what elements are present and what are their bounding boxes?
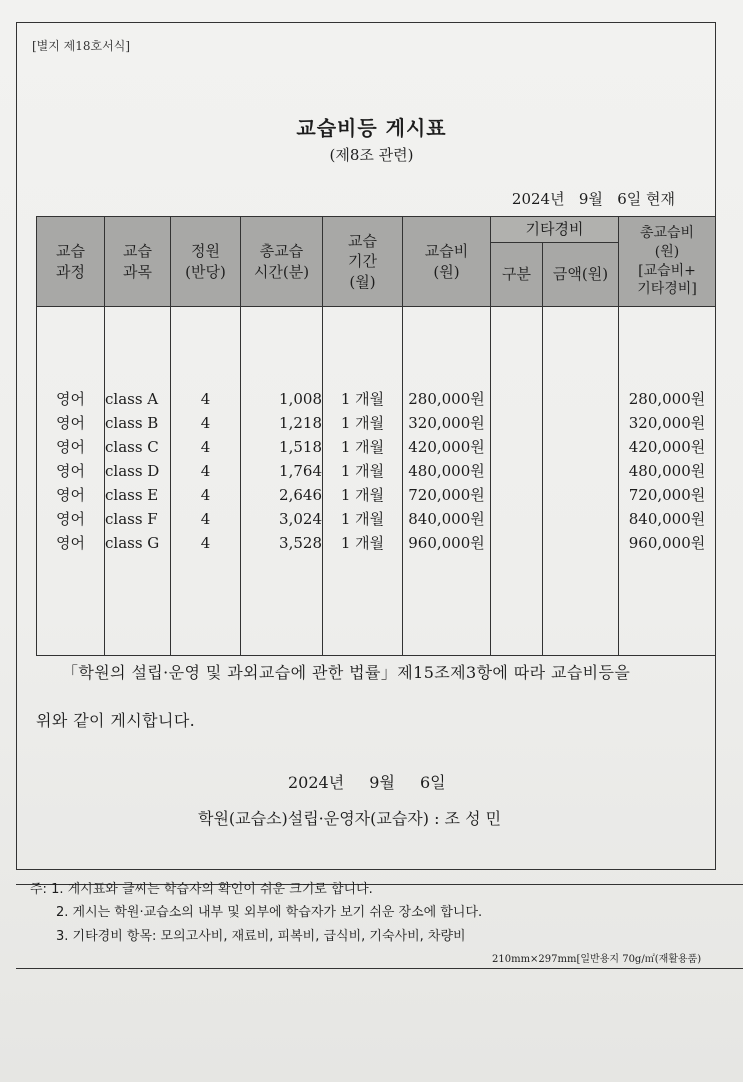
signature-date: 2024년 9월 6일 [288, 773, 446, 792]
capacity-cell: 4 [200, 414, 211, 432]
period-cell: 1 개월 [340, 510, 385, 528]
hours-cell: 2,646 [279, 486, 322, 504]
hours-cell: 1,518 [279, 438, 322, 456]
subject-cell: class E [105, 486, 159, 504]
period-cell: 1 개월 [340, 486, 385, 504]
header-other-amount: 금액(원) [543, 243, 619, 307]
header-fee: 교습비 (원) [403, 217, 491, 307]
fee-cell: 840,000원 [408, 510, 485, 528]
signature-name: 학원(교습소)설립·운영자(교습자) : 조 성 민 [198, 809, 502, 828]
header-total-hours: 총교습 시간(분) [241, 217, 323, 307]
total-cell: 960,000원 [628, 534, 706, 552]
course-cell: 영어 [56, 390, 85, 408]
note-1: 주: 1. 게시표와 글씨는 학습자의 확인이 쉬운 크기로 합니다. [30, 882, 373, 897]
as-of-date: 2024년 9월 6일 현재 [511, 190, 675, 208]
fee-cell: 320,000원 [408, 414, 485, 432]
hours-column [241, 307, 322, 555]
legal-statement-line2: 위와 같이 게시합니다. [36, 711, 196, 730]
subject-column [105, 307, 170, 555]
fee-cell: 280,000원 [408, 390, 485, 408]
fee-cell: 420,000원 [408, 438, 485, 456]
total-cell: 840,000원 [628, 510, 706, 528]
note-2: 2. 게시는 학원·교습소의 내부 및 외부에 학습자가 보기 쉬운 장소에 합니다. [56, 905, 483, 920]
period-cell: 1 개월 [340, 534, 385, 552]
capacity-cell: 4 [200, 462, 211, 480]
total-cell: 720,000원 [628, 486, 706, 504]
note-3: 3. 기타경비 항목: 모의고사비, 재료비, 피복비, 급식비, 기숙사비, 차량비 [56, 929, 466, 944]
period-cell: 1 개월 [340, 462, 385, 480]
total-fee-column [619, 307, 715, 555]
hours-cell: 1,218 [279, 414, 322, 432]
capacity-cell: 4 [200, 486, 211, 504]
header-subject: 교습 과목 [105, 217, 171, 307]
document-subtitle: (제8조 관련) [329, 146, 414, 164]
header-total-fee: 총교습비 (원) [교습비+ 기타경비] [619, 217, 716, 307]
subject-cell: class G [105, 534, 160, 552]
other-type-column [491, 307, 543, 656]
capacity-cell: 4 [200, 510, 211, 528]
total-cell: 480,000원 [628, 462, 706, 480]
total-cell: 280,000원 [628, 390, 706, 408]
capacity-cell: 4 [200, 390, 211, 408]
header-capacity: 정원 (반당) [171, 217, 241, 307]
course-cell: 영어 [56, 510, 85, 528]
subject-cell: class A [105, 390, 159, 408]
subject-cell: class C [105, 438, 159, 456]
course-cell: 영어 [56, 486, 85, 504]
course-cell: 영어 [56, 534, 85, 552]
course-cell: 영어 [56, 438, 85, 456]
subject-cell: class B [105, 414, 159, 432]
capacity-cell: 4 [200, 438, 211, 456]
hours-cell: 3,528 [279, 534, 322, 552]
fee-column [403, 307, 490, 555]
capacity-cell: 4 [200, 534, 211, 552]
total-cell: 420,000원 [628, 438, 706, 456]
period-cell: 1 개월 [340, 390, 385, 408]
header-other-expenses: 기타경비 [491, 217, 619, 243]
subject-cell: class D [105, 462, 160, 480]
paper-spec: 210mm×297mm[일반용지 70g/㎡(재활용품) [492, 954, 702, 965]
subject-cell: class F [105, 510, 158, 528]
hours-cell: 1,008 [279, 390, 322, 408]
course-cell: 영어 [56, 414, 85, 432]
fee-cell: 720,000원 [408, 486, 485, 504]
course-column [37, 307, 104, 555]
period-cell: 1 개월 [340, 414, 385, 432]
header-other-type: 구분 [491, 243, 543, 307]
period-cell: 1 개월 [340, 438, 385, 456]
fee-table [36, 216, 716, 656]
other-amount-column [543, 307, 619, 656]
header-period: 교습 기간 (월) [323, 217, 403, 307]
fee-cell: 960,000원 [408, 534, 485, 552]
fee-cell: 480,000원 [408, 462, 485, 480]
hours-cell: 1,764 [279, 462, 322, 480]
period-column [323, 307, 402, 555]
form-number: [별지 제18호서식] [32, 39, 130, 53]
hours-cell: 3,024 [279, 510, 322, 528]
document-title: 교습비등 게시표 [296, 116, 447, 140]
legal-statement-line1: 「학원의 설립·운영 및 과외교습에 관한 법률」제15조제3항에 따라 교습비등을 [62, 663, 631, 682]
total-cell: 320,000원 [628, 414, 706, 432]
header-course: 교습 과정 [37, 217, 105, 307]
capacity-column [171, 307, 240, 555]
course-cell: 영어 [56, 462, 85, 480]
